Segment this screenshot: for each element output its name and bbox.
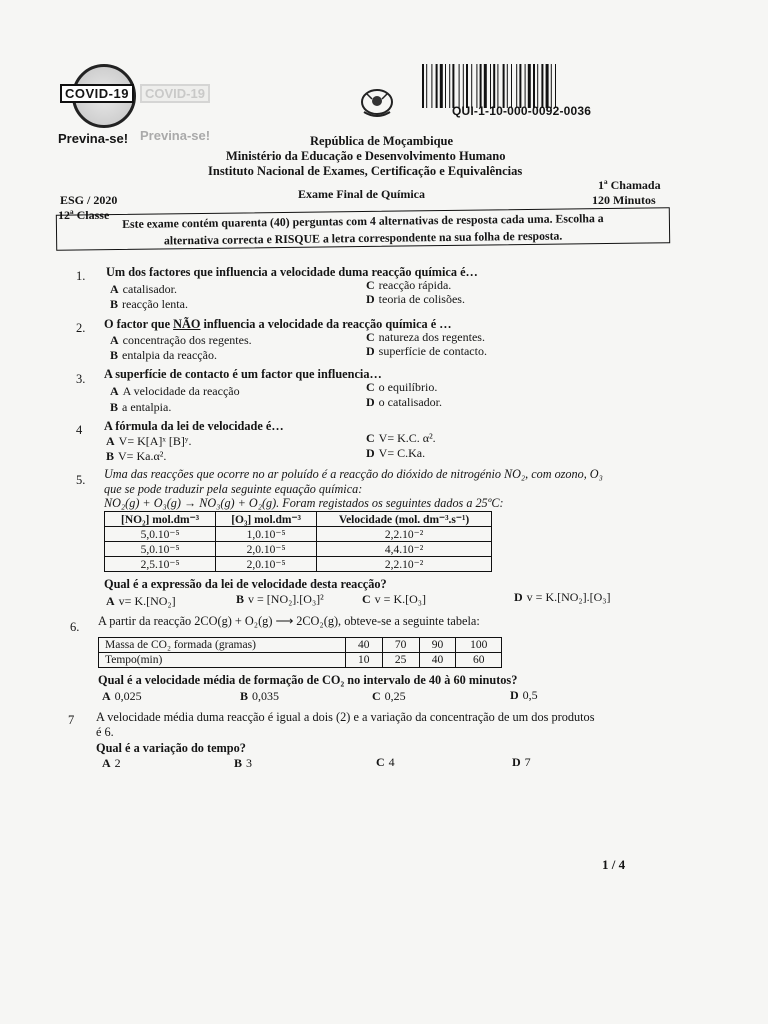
- barcode-bar: [426, 64, 427, 108]
- question-text: Qual é a expressão da lei de velocidade desta reacção?: [104, 577, 387, 591]
- table-cell: 70: [382, 638, 419, 653]
- barcode-bar: [476, 64, 477, 108]
- table-cell: 1,0.10⁻⁵: [216, 527, 317, 542]
- option-letter: C: [362, 592, 371, 606]
- option-a[interactable]: [110, 384, 240, 399]
- option-b[interactable]: [236, 592, 324, 607]
- option-text: catalisador.: [122, 282, 177, 296]
- option-letter: D: [366, 344, 375, 358]
- table-header-row: [105, 512, 492, 527]
- table-cell: 60: [456, 653, 502, 668]
- question-text-pre: O factor que: [104, 317, 174, 331]
- option-text: 0,5: [522, 688, 538, 702]
- table-cell: 90: [419, 638, 456, 653]
- question-number: 6.: [70, 620, 80, 634]
- exam-session: ESG / 2020: [60, 193, 118, 207]
- barcode-bar: [537, 64, 538, 108]
- question-number: 7: [68, 713, 75, 727]
- table-cell: 5,0.10⁻⁵: [105, 542, 216, 557]
- option-d[interactable]: [510, 688, 538, 703]
- previna-text-faded: Previna-se!: [140, 128, 211, 143]
- barcode-bar: [528, 64, 531, 108]
- covid-label-faded: COVID-19: [140, 84, 210, 103]
- exam-duration: 120 Minutos: [592, 193, 656, 207]
- table-row: [99, 638, 502, 653]
- option-d[interactable]: [366, 446, 425, 461]
- option-letter: C: [366, 330, 375, 344]
- question-text: é 6.: [96, 725, 114, 739]
- barcode-bar: [449, 64, 450, 108]
- option-d[interactable]: [514, 590, 610, 605]
- option-text: 0,25: [384, 689, 406, 703]
- column-header: [NO₂] mol.dm⁻³: [105, 512, 216, 527]
- column-header: [O₃] mol.dm⁻³: [216, 512, 317, 527]
- option-text: 4: [388, 755, 395, 769]
- exam-call: 1ª Chamada: [598, 178, 661, 192]
- option-text: a entalpia.: [122, 400, 172, 414]
- table-cell: 40: [419, 653, 456, 668]
- question-text: A superfície de contacto é um factor que influencia…: [104, 367, 382, 381]
- option-a[interactable]: [106, 434, 191, 449]
- covid-label: COVID-19: [60, 84, 134, 103]
- barcode-bar: [484, 64, 487, 108]
- option-letter: D: [366, 395, 375, 409]
- table-cell: 10: [345, 653, 382, 668]
- option-text: entalpia da reacção.: [122, 348, 217, 362]
- option-text: V= K.C. α².: [378, 431, 436, 445]
- option-text: teoria de colisões.: [378, 292, 465, 306]
- option-text: 0,025: [114, 689, 142, 703]
- question-intro: Uma das reacções que ocorre no ar poluído é a reacção do dióxido de nitrogénio NO₂, com ozono, O₃: [104, 467, 603, 481]
- option-text: superfície de contacto.: [378, 344, 487, 358]
- header-ministry: Ministério da Educação e Desenvolvimento Humano: [226, 149, 506, 163]
- table-cell: 2,0.10⁻⁵: [216, 557, 317, 572]
- barcode-bar: [471, 64, 472, 108]
- option-text: 3: [246, 756, 253, 770]
- option-c[interactable]: [362, 592, 426, 607]
- option-a[interactable]: [102, 756, 121, 771]
- option-letter: A: [102, 689, 111, 703]
- option-text: natureza dos regentes.: [378, 330, 485, 344]
- covid-logo: [58, 64, 150, 130]
- option-d[interactable]: [366, 395, 442, 410]
- option-letter: A: [110, 282, 119, 296]
- exam-grade: 12ª Classe: [58, 208, 110, 222]
- option-text: v= K.[NO₂]: [118, 594, 176, 608]
- previna-text: Previna-se!: [58, 131, 129, 146]
- barcode-bar: [497, 64, 498, 108]
- option-letter: B: [110, 400, 119, 414]
- barcode-bar: [440, 64, 443, 108]
- option-letter: D: [366, 446, 375, 460]
- option-text: 7: [524, 755, 531, 769]
- barcode-code: QUI-1-10-000-0092-0036: [452, 104, 592, 118]
- option-text: v = K.[NO₂].[O₃]: [526, 590, 611, 604]
- option-letter: B: [106, 449, 115, 463]
- option-letter: B: [110, 348, 119, 362]
- option-letter: D: [514, 590, 523, 604]
- barcode-bar: [431, 64, 432, 108]
- table-cell: 2,0.10⁻⁵: [216, 542, 317, 557]
- barcode-bar: [533, 64, 535, 108]
- option-letter: B: [240, 689, 249, 703]
- table-cell: 2,2.10⁻²: [317, 527, 492, 542]
- table-row: [99, 653, 502, 668]
- option-letter: D: [366, 292, 375, 306]
- option-text: o equilíbrio.: [378, 380, 438, 394]
- question-text-post: influencia a velocidade da reacção química é …: [200, 317, 452, 331]
- table-cell: 25: [382, 653, 419, 668]
- option-b[interactable]: [110, 297, 188, 312]
- option-letter: A: [110, 384, 119, 398]
- question-number: 2.: [76, 321, 86, 335]
- option-letter: B: [236, 592, 245, 606]
- barcode-bar: [493, 64, 495, 108]
- barcode-bar: [436, 64, 438, 108]
- option-text: A velocidade da reacção: [122, 384, 240, 398]
- question-text: Qual é a variação do tempo?: [96, 741, 246, 755]
- option-text: V= Ka.α².: [118, 449, 167, 463]
- option-c[interactable]: [366, 380, 437, 395]
- option-b[interactable]: [234, 756, 252, 771]
- table-row: [105, 557, 492, 572]
- option-letter: B: [110, 297, 119, 311]
- option-a[interactable]: [102, 689, 142, 704]
- option-letter: D: [510, 688, 519, 702]
- barcode-bar: [546, 64, 549, 108]
- option-letter: C: [366, 278, 375, 292]
- question-intro: A partir da reacção 2CO(g) + O₂(g) ⟶ 2CO₂(g), obteve-se a seguinte tabela:: [98, 614, 480, 628]
- option-text: V= C.Ka.: [378, 446, 426, 460]
- rate-data-table: [104, 511, 492, 572]
- barcode-bar: [463, 64, 464, 108]
- exam-title: Exame Final de Química: [298, 187, 425, 201]
- option-letter: A: [102, 756, 111, 770]
- table-cell: 5,0.10⁻⁵: [105, 527, 216, 542]
- table-cell: 40: [345, 638, 382, 653]
- option-letter: C: [376, 755, 385, 769]
- option-b[interactable]: [240, 689, 279, 704]
- option-d[interactable]: [366, 292, 465, 307]
- option-text: V= K[A]ˣ [B]ʸ.: [118, 434, 192, 448]
- option-letter: C: [366, 431, 375, 445]
- table-row: [105, 542, 492, 557]
- option-b[interactable]: [106, 449, 166, 464]
- option-letter: A: [110, 333, 119, 347]
- option-c[interactable]: [372, 689, 406, 704]
- table-cell: 4,4.10⁻²: [317, 542, 492, 557]
- row-label: Tempo(min): [99, 653, 346, 668]
- barcode-bar: [555, 64, 556, 108]
- table-cell: 2,5.10⁻⁵: [105, 557, 216, 572]
- barcode-bar: [541, 64, 543, 108]
- option-text: v = [NO₂].[O₃]²: [248, 592, 324, 606]
- option-b[interactable]: [110, 348, 217, 363]
- table-row: [105, 527, 492, 542]
- barcode-bar: [445, 64, 446, 108]
- option-text: o catalisador.: [378, 395, 442, 409]
- barcode-bar: [511, 64, 512, 108]
- option-letter: D: [512, 755, 521, 769]
- option-d[interactable]: [366, 344, 487, 359]
- option-c[interactable]: [376, 755, 395, 770]
- instructions-line-2: alternativa correcta e RISQUE a letra correspondente na sua folha de resposta.: [163, 228, 563, 248]
- question-intro: que se pode traduzir pela seguinte equação química:: [104, 482, 363, 496]
- header-institute: Instituto Nacional de Exames, Certificação e Equivalências: [208, 164, 523, 178]
- option-c[interactable]: [366, 431, 436, 446]
- co2-data-table: [98, 637, 502, 668]
- header-republic: República de Moçambique: [310, 134, 454, 148]
- instructions-line-1: Este exame contém quarenta (40) perguntas com 4 alternativas de resposta cada uma. Escolha a: [122, 211, 604, 231]
- barcode-bar: [516, 64, 517, 108]
- barcode-bar: [551, 64, 552, 108]
- barcode-bar: [422, 64, 424, 108]
- page-number: 1 / 4: [602, 857, 626, 872]
- option-text: v = K.[O₃]: [374, 592, 426, 606]
- barcode: [420, 64, 610, 108]
- question-number: 3.: [76, 372, 86, 386]
- barcode-bar: [519, 64, 521, 108]
- option-a[interactable]: [110, 333, 252, 348]
- option-c[interactable]: [366, 330, 485, 345]
- option-text: 2: [114, 756, 121, 770]
- option-letter: B: [234, 756, 243, 770]
- barcode-bar: [480, 64, 482, 108]
- barcode-bar: [525, 64, 526, 108]
- column-header: Velocidade (mol. dm⁻³.s⁻¹): [317, 512, 492, 527]
- barcode-bar: [490, 64, 491, 108]
- option-text: 0,035: [252, 689, 280, 703]
- question-text: Um dos factores que influencia a velocidade duma reacção química é…: [106, 265, 478, 279]
- option-a[interactable]: [106, 594, 176, 609]
- option-b[interactable]: [110, 400, 171, 415]
- barcode-bar: [452, 64, 454, 108]
- option-letter: A: [106, 594, 115, 608]
- covid-logo-faded: [140, 72, 232, 132]
- instructions-box: [56, 207, 670, 250]
- option-text: reacção lenta.: [122, 297, 188, 311]
- barcode-bar: [507, 64, 508, 108]
- option-letter: C: [372, 689, 381, 703]
- emblem-icon: [360, 88, 394, 118]
- question-text: A fórmula da lei de velocidade é…: [104, 419, 284, 433]
- option-a[interactable]: [110, 282, 177, 297]
- row-label: Massa de CO₂ formada (gramas): [99, 638, 346, 653]
- question-number: 1.: [76, 269, 86, 283]
- option-text: reacção rápida.: [378, 278, 452, 292]
- table-cell: 2,2.10⁻²: [317, 557, 492, 572]
- option-text: concentração dos regentes.: [122, 333, 252, 347]
- barcode-bar: [459, 64, 460, 108]
- question-text-emphasis: NÃO: [173, 317, 201, 331]
- barcode-bar: [466, 64, 468, 108]
- chemical-equation: NO₂(g) + O₃(g) → NO₃(g) + O₂(g). Foram registados os seguintes dados a 25ºC:: [104, 496, 504, 510]
- question-number: 5.: [76, 473, 86, 487]
- question-number: 4: [76, 423, 83, 437]
- option-letter: C: [366, 380, 375, 394]
- barcode-bar: [503, 64, 505, 108]
- option-d[interactable]: [512, 755, 531, 770]
- option-c[interactable]: [366, 278, 451, 293]
- question-text: A velocidade média duma reacção é igual a dois (2) e a variação da concentração de um dos produtos: [96, 710, 595, 724]
- question-text: Qual é a velocidade média de formação de CO₂ no intervalo de 40 à 60 minutos?: [98, 673, 518, 687]
- table-cell: 100: [456, 638, 502, 653]
- option-letter: A: [106, 434, 115, 448]
